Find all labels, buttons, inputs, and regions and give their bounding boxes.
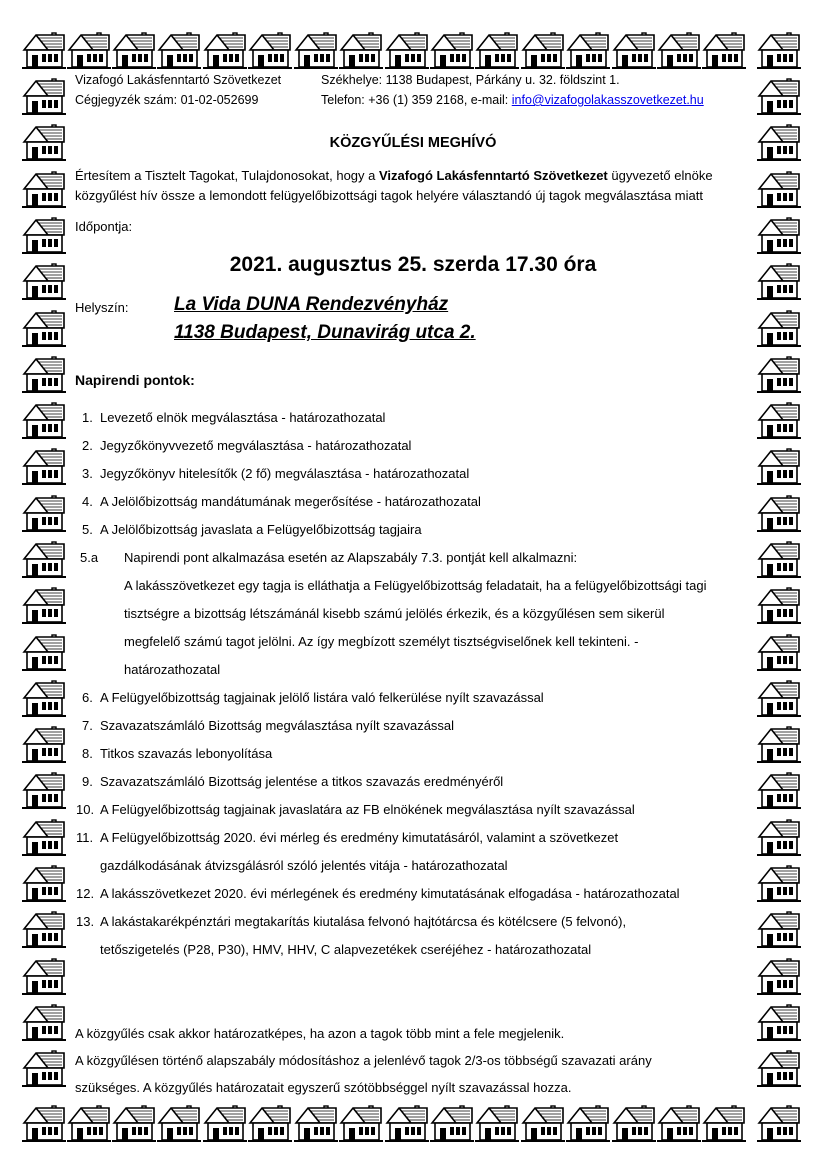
house-icon — [112, 30, 156, 70]
agenda-item-number: 5.a — [80, 550, 99, 565]
agenda-item-text: tisztségre a bizottság létszámánál kisebb számú jelölés érkezik, és a közgyűlésen sem sikerül — [124, 606, 665, 621]
venue-name: La Vida DUNA Rendezvényház — [174, 294, 449, 315]
house-icon — [22, 956, 66, 996]
page-title: KÖZGYŰLÉSI MEGHÍVÓ — [329, 135, 497, 151]
meeting-date: 2021. augusztus 25. szerda 17.30 óra — [229, 253, 597, 276]
footer-line-2: A közgyűlésen történő alapszabály módosításhoz a jelenlévő tagok 2/3-os többségű szavazati arány — [75, 1053, 652, 1068]
house-icon — [22, 724, 66, 764]
house-icon — [757, 169, 801, 209]
house-icon — [430, 1103, 474, 1143]
house-icon — [22, 539, 66, 579]
house-icon — [757, 446, 801, 486]
house-icon — [757, 400, 801, 440]
intro-line-1 — [75, 168, 713, 184]
house-icon — [757, 1048, 801, 1088]
house-icon — [475, 1103, 519, 1143]
house-icon — [22, 770, 66, 810]
house-icon — [757, 585, 801, 625]
house-icon — [757, 76, 801, 116]
phone-text: Telefon: +36 (1) 359 2168, e-mail: — [321, 93, 512, 107]
house-icon — [757, 1103, 801, 1143]
agenda-item-text: határozathozatal — [124, 662, 221, 677]
agenda-item-text: Levezető elnök megválasztása - határozathozatal — [100, 410, 386, 425]
agenda-item-number: 10. — [76, 802, 95, 817]
agenda-item-text: A lakásszövetkezet 2020. évi mérlegének és eredmény kimutatásának elfogadása - határozathozatal — [100, 886, 680, 901]
agenda-heading: Napirendi pontok: — [75, 372, 195, 388]
house-icon — [67, 1103, 111, 1143]
house-icon — [22, 1048, 66, 1088]
house-icon — [112, 1103, 156, 1143]
house-icon — [657, 30, 701, 70]
seat-address: Székhelye: 1138 Budapest, Párkány u. 32. földszint 1. — [321, 73, 620, 87]
venue-label: Helyszín: — [75, 300, 129, 315]
house-icon — [248, 1103, 292, 1143]
agenda-item-text: megfelelő számú tagot jelölni. Az így megbízott személyt tisztségviselőnek kell tekinteni. - — [124, 634, 639, 649]
house-icon — [22, 585, 66, 625]
agenda-item-text: A lakásszövetkezet egy tagja is elláthatja a Felügyelőbizottság feladatait, ha a felügyelőbizottsági tagi — [124, 578, 707, 593]
agenda-item-number: 5. — [82, 522, 93, 537]
house-icon — [294, 30, 338, 70]
house-icon — [757, 817, 801, 857]
house-icon — [757, 632, 801, 672]
house-icon — [757, 30, 801, 70]
agenda-item-text: A Felügyelőbizottság tagjainak javaslatára az FB elnökének megválasztása nyílt szavazással — [100, 802, 635, 817]
venue-address: 1138 Budapest, Dunavirág utca 2. — [174, 322, 476, 343]
house-icon — [22, 909, 66, 949]
house-icon — [339, 30, 383, 70]
house-icon — [757, 493, 801, 533]
agenda-item-text: Jegyzőkönyvvezető megválasztása - határozathozatal — [100, 438, 412, 453]
house-icon — [612, 30, 656, 70]
time-label: Időpontja: — [75, 219, 133, 234]
agenda-item-text: Szavazatszámláló Bizottság megválasztása nyílt szavazással — [100, 718, 455, 733]
house-icon — [521, 1103, 565, 1143]
agenda-item-number: 4. — [82, 494, 93, 509]
agenda-item-text: Jegyzőkönyv hitelesítők (2 fő) megválasztása - határozathozatal — [100, 466, 470, 481]
agenda-item-number: 3. — [82, 466, 93, 481]
house-icon — [157, 1103, 201, 1143]
house-icon — [22, 678, 66, 718]
house-icon — [22, 308, 66, 348]
registration-number: Cégjegyzék szám: 01-02-052699 — [75, 93, 259, 107]
intro-line-2: közgyűlést hív össze a lemondott felügyelőbizottsági tagok helyére választandó új tagok megválasztása miatt — [75, 188, 703, 203]
contact-line — [321, 92, 704, 108]
house-icon — [657, 1103, 701, 1143]
house-icon — [702, 1103, 746, 1143]
house-icon — [22, 1002, 66, 1042]
agenda-item-number: 1. — [82, 410, 93, 425]
house-icon — [157, 30, 201, 70]
agenda-item-number: 7. — [82, 718, 93, 733]
house-icon — [294, 1103, 338, 1143]
org-name: Vizafogó Lakásfenntartó Szövetkezet — [75, 73, 282, 87]
house-icon — [67, 30, 111, 70]
house-icon — [757, 956, 801, 996]
agenda-item-text: gazdálkodásának átvizsgálásról szóló jelentés vitája - határozathozatal — [100, 858, 508, 873]
agenda-item-text: Szavazatszámláló Bizottság jelentése a titkos szavazás eredményéről — [100, 774, 504, 789]
house-icon — [339, 1103, 383, 1143]
agenda-item-text: A Jelölőbizottság javaslata a Felügyelőbizottság tagjaira — [100, 522, 422, 537]
house-icon — [248, 30, 292, 70]
house-icon — [22, 30, 66, 70]
house-icon — [702, 30, 746, 70]
intro-org-name: Vizafogó Lakásfenntartó Szövetkezet — [378, 168, 608, 183]
house-icon — [22, 446, 66, 486]
agenda-item-number: 2. — [82, 438, 93, 453]
house-icon — [385, 1103, 429, 1143]
house-icon — [22, 169, 66, 209]
house-icon — [757, 1002, 801, 1042]
agenda-item-text: Napirendi pont alkalmazása esetén az Alapszabály 7.3. pontját kell alkalmazni: — [124, 550, 578, 565]
agenda-item-text: tetőszigetelés (P28, P30), HMV, HHV, C alapvezetékek cseréjéhez - határozathozatal — [100, 942, 592, 957]
footer-line-1: A közgyűlés csak akkor határozatképes, ha azon a tagok több mint a fele megjelenik. — [75, 1026, 565, 1041]
house-icon — [757, 724, 801, 764]
agenda-item-text: A Jelölőbizottság mandátumának megerősítése - határozathozatal — [100, 494, 481, 509]
house-icon — [757, 770, 801, 810]
agenda-item-number: 12. — [76, 886, 95, 901]
footer-line-3: szükséges. A közgyűlés határozatait egyszerű szótöbbséggel nyílt szavazással hozza. — [75, 1080, 572, 1095]
house-icon — [22, 493, 66, 533]
house-icon — [385, 30, 429, 70]
agenda-item-text: A Felügyelőbizottság 2020. évi mérleg és eredmény kimutatásáról, valamint a szövetkezet — [100, 830, 619, 845]
agenda-item-number: 11. — [76, 830, 94, 845]
house-icon — [475, 30, 519, 70]
agenda-item-text: A Felügyelőbizottság tagjainak jelölő listára való felkerülése nyílt szavazással — [100, 690, 544, 705]
house-icon — [203, 30, 247, 70]
agenda-item-number: 9. — [82, 774, 93, 789]
intro-text-end: ügyvezető elnöke — [607, 168, 713, 183]
house-icon — [22, 817, 66, 857]
house-icon — [203, 1103, 247, 1143]
house-icon — [22, 400, 66, 440]
house-icon — [566, 30, 610, 70]
house-icon — [22, 215, 66, 255]
house-icon — [757, 539, 801, 579]
agenda-item-number: 13. — [76, 914, 95, 929]
house-icon — [757, 678, 801, 718]
agenda-item-number: 8. — [82, 746, 93, 761]
agenda-item-number: 6. — [82, 690, 93, 705]
email-link[interactable]: info@vizafogolakasszovetkezet.hu — [511, 93, 704, 107]
house-icon — [22, 1103, 66, 1143]
agenda-item-text: Titkos szavazás lebonyolítása — [100, 746, 273, 761]
intro-text: Értesítem a Tisztelt Tagokat, Tulajdonosokat, hogy a — [75, 168, 379, 183]
house-icon — [757, 354, 801, 394]
house-icon — [521, 30, 565, 70]
house-icon — [757, 308, 801, 348]
house-icon — [22, 632, 66, 672]
house-icon — [757, 909, 801, 949]
house-icon — [612, 1103, 656, 1143]
house-icon — [22, 863, 66, 903]
house-icon — [22, 76, 66, 116]
house-icon — [566, 1103, 610, 1143]
house-icon — [757, 215, 801, 255]
house-icon — [757, 863, 801, 903]
agenda-item-text: A lakástakarékpénztári megtakarítás kiutalása felvonó hajtótárcsa és kötélcsere (5 felvonó), — [100, 914, 627, 929]
house-icon — [430, 30, 474, 70]
house-icon — [22, 354, 66, 394]
